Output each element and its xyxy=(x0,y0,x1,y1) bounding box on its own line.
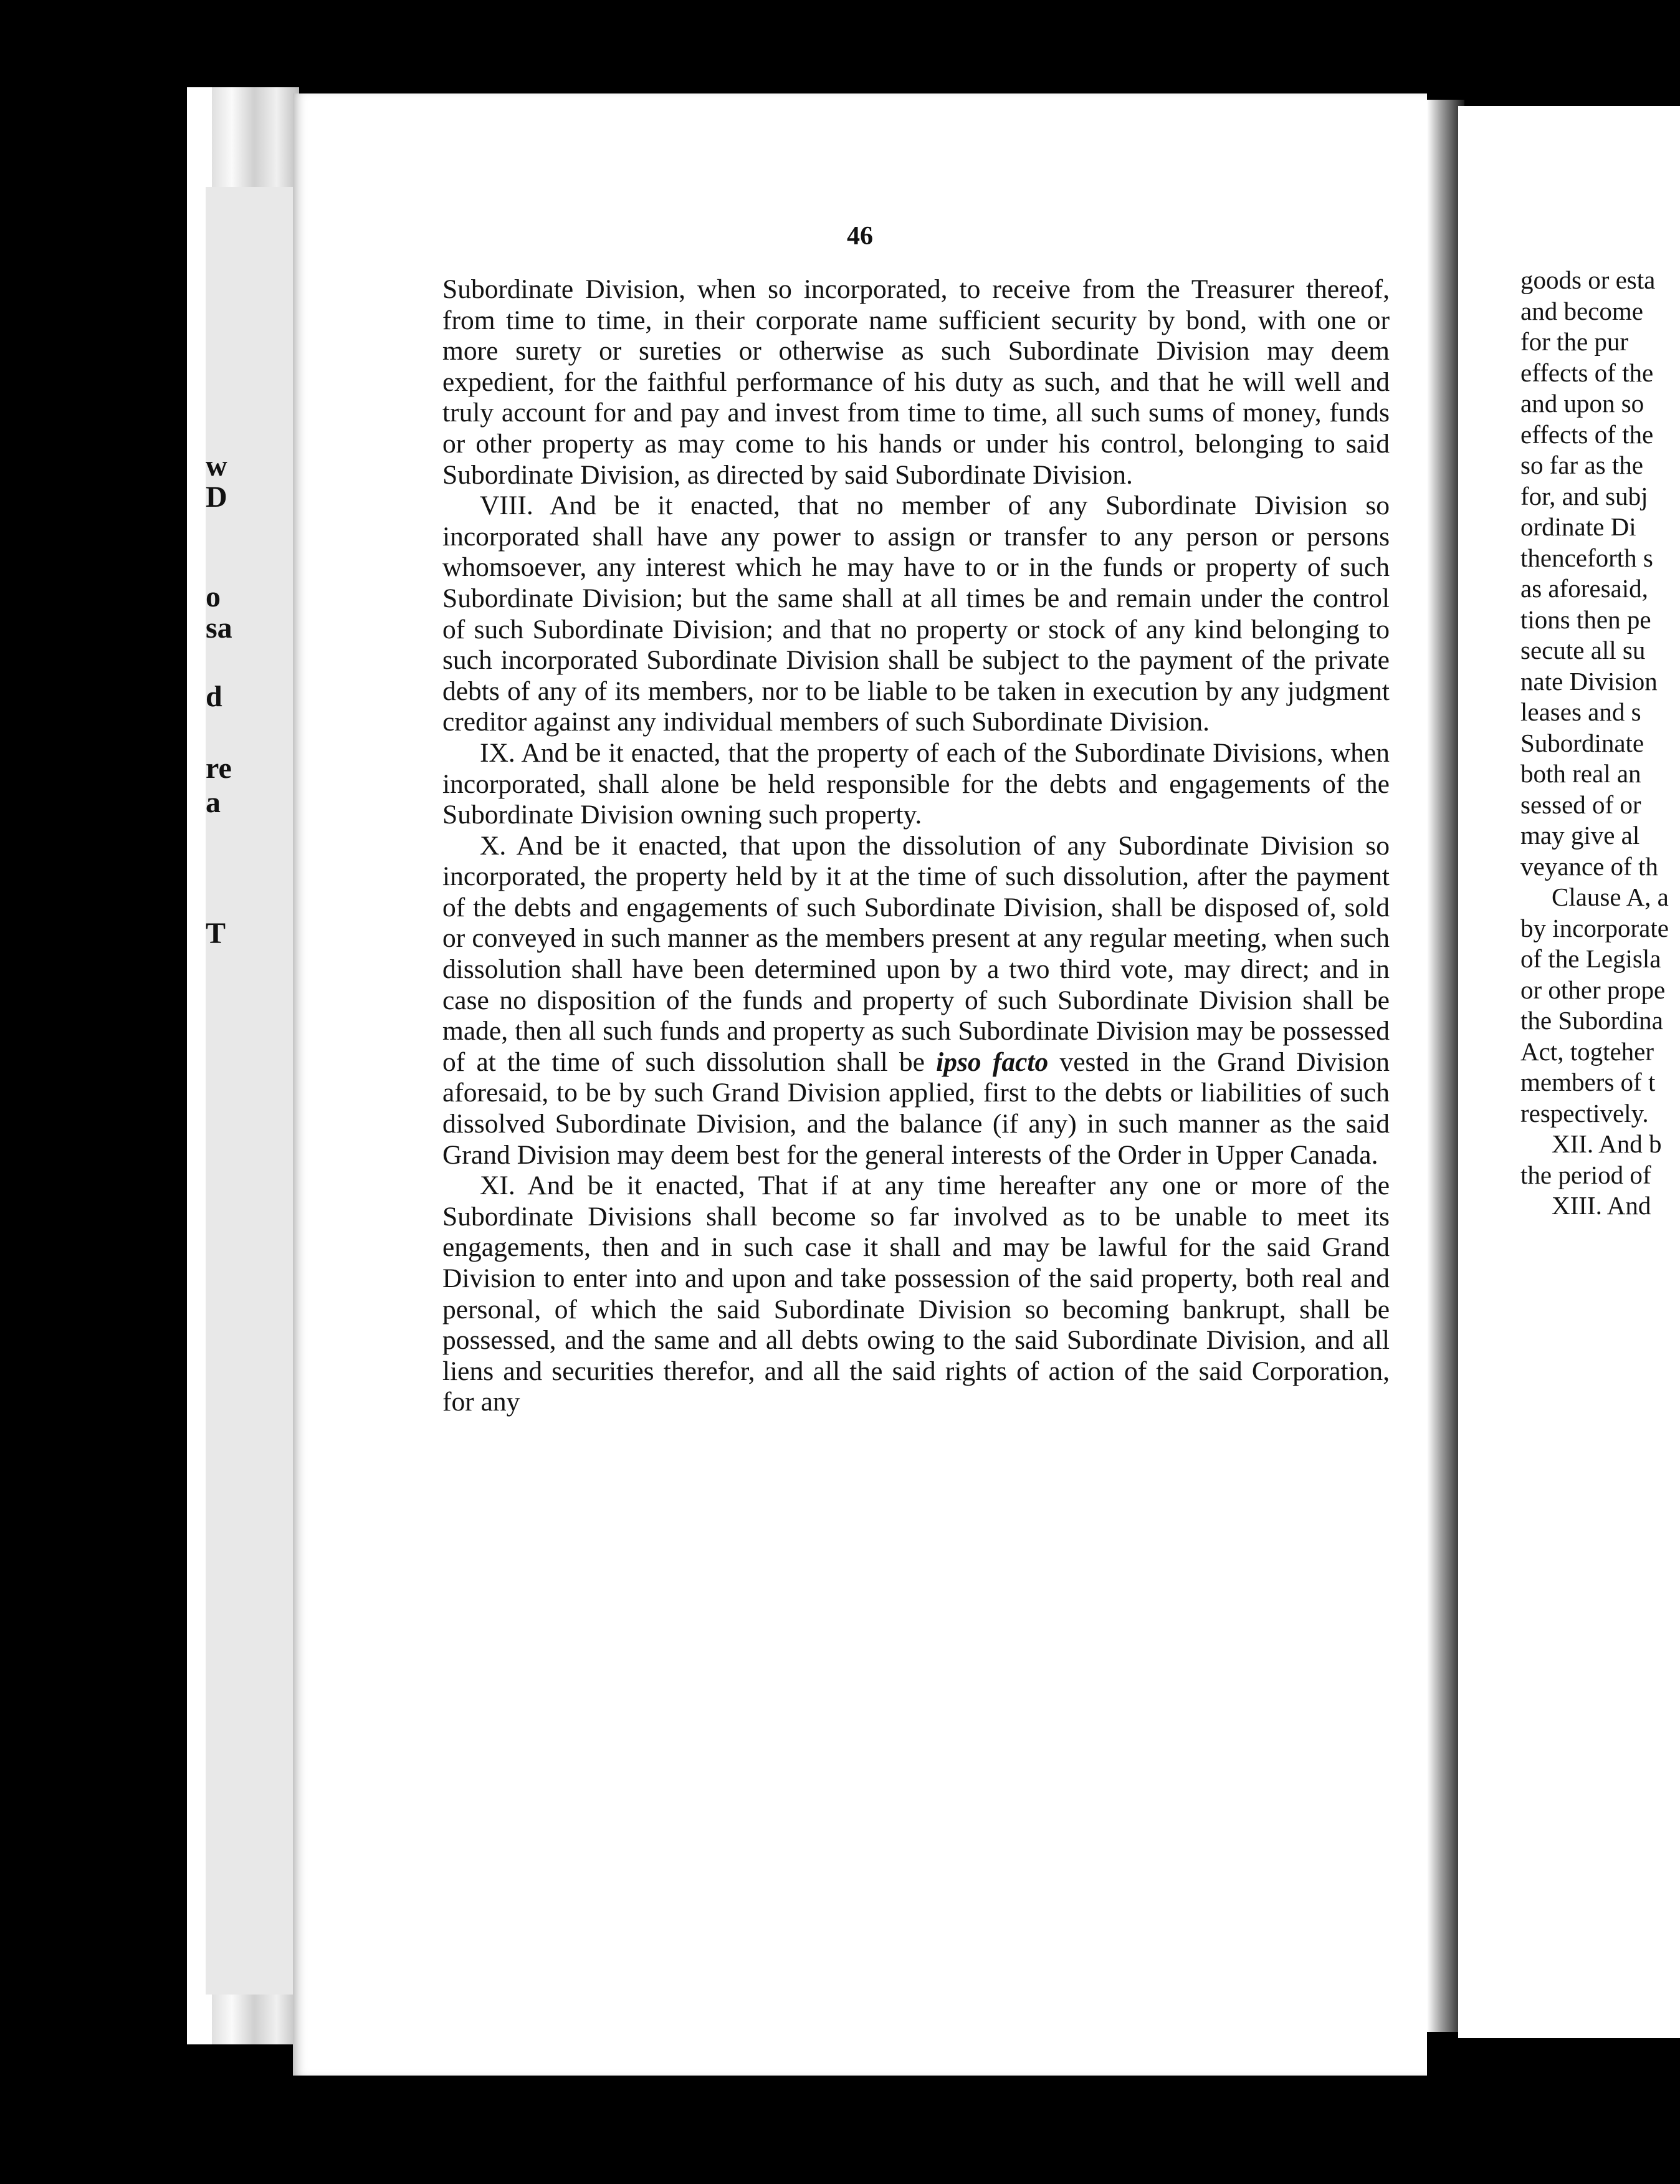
facing-line: goods or esta xyxy=(1520,266,1656,294)
fragment-line: D xyxy=(206,481,227,514)
fragment-line: T xyxy=(206,917,226,950)
facing-line: ordinate Di xyxy=(1520,512,1636,541)
main-page xyxy=(293,93,1427,2076)
facing-line: Subordinate xyxy=(1520,728,1644,757)
paragraph-text: vested in the Grand Division aforesaid, to be by such Grand Division applied, first to the debts or liabilities of such dissolved Subordinate Division, and the balance (if any) in such manner as the said Grand Division may deem best for the general interests of the Order in Upper Canada. xyxy=(442,1046,1390,1170)
facing-page xyxy=(1458,106,1680,2038)
facing-line: Act, togteher xyxy=(1520,1037,1654,1066)
facing-line: both real an xyxy=(1520,759,1641,788)
facing-line: effects of the xyxy=(1520,358,1654,387)
facing-line: thenceforth s xyxy=(1520,543,1653,572)
facing-line: or other prope xyxy=(1520,975,1666,1004)
paragraph-section-xi: XI. And be it enacted, That if at any time hereafter any one or more of the Subordinate Divisions shall become so far involved as to be unable to meet its engagements, then and in such case it shall and may be lawful for the said Grand Division to enter into and upon and take possession of the said property, both real and personal, of which the said Subordinate Division so becoming bankrupt, shall be possessed, and the same and all debts owing to the said Subordinate Division, and all liens and securities therefor, and all the said rights of action of the said Corporation, for any xyxy=(442,1171,1390,1417)
facing-line: may give al xyxy=(1520,821,1640,850)
facing-line: and upon so xyxy=(1520,389,1644,418)
fragment-line: re xyxy=(206,752,232,785)
facing-line: Clause A, a xyxy=(1552,883,1669,911)
paragraph-text: X. And be it enacted, that upon the dissolution of any Subordinate Division so incorporated, the property held by it at the time of such dissolution, after the payment of the debts and engagements of such Subordinate Division, shall be disposed of, sold or conveyed in such manner as the members present at any regular meeting, when such dissolution shall have been determined upon by a two third vote, may direct; and in case no disposition of the funds and property of such Subordinate Division shall be made, then all such funds and property as such Subordinate Division may be possessed of at the time of such dissolution shall be xyxy=(442,830,1390,1077)
facing-line: the Subordina xyxy=(1520,1006,1663,1035)
facing-line: by incorporate xyxy=(1520,913,1669,942)
facing-line: nate Division xyxy=(1520,666,1658,696)
facing-line: and become xyxy=(1520,296,1643,325)
facing-line: the period of xyxy=(1520,1160,1651,1189)
facing-line: members of t xyxy=(1520,1068,1656,1096)
facing-line: of the Legisla xyxy=(1520,944,1661,973)
fragment-line: a xyxy=(206,786,221,819)
fragment-line: w xyxy=(206,449,227,482)
paragraph-section-x xyxy=(442,831,1390,1171)
paragraph-section-viii: VIII. And be it enacted, that no member of any Subordinate Division so incorporated shall have any power to assign or transfer to any person or persons whomsoever, any interest which he may have to or in the funds or property of such Subordinate Division; but the same shall at all times be and remain under the control of such Subordinate Division; and that no property or stock of any kind belonging to such incorporated Subordinate Division shall be subject to the payment of the private debts of any of its members, nor to be liable to be taken in execution by any judgment creditor against any individual members of such Subordinate Division. xyxy=(442,491,1390,737)
facing-page-text xyxy=(1520,265,1680,1222)
fragment-line: o xyxy=(206,580,221,613)
facing-line: respectively. xyxy=(1520,1098,1649,1128)
facing-line: XIII. And xyxy=(1552,1191,1651,1220)
paragraph-section-ix: IX. And be it enacted, that the property of each of the Subordinate Divisions, when incorporated, shall alone be held responsible for the debts and engagements of the Subordinate Division owning such property. xyxy=(442,737,1390,830)
facing-line: XII. And b xyxy=(1552,1129,1662,1158)
page-number: 46 xyxy=(847,222,873,251)
page-body xyxy=(442,274,1390,1418)
facing-line: veyance of th xyxy=(1520,851,1658,881)
facing-line: tions then pe xyxy=(1520,605,1651,634)
facing-line: so far as the xyxy=(1520,451,1643,479)
facing-line: effects of the xyxy=(1520,419,1654,449)
facing-line: leases and s xyxy=(1520,697,1641,726)
facing-line: as aforesaid, xyxy=(1520,574,1648,603)
facing-line: for, and subj xyxy=(1520,481,1648,510)
facing-line: secute all su xyxy=(1520,636,1646,664)
italic-phrase: ipso facto xyxy=(936,1046,1049,1077)
facing-line: for the pur xyxy=(1520,327,1629,356)
fragment-line: sa xyxy=(206,611,232,644)
paragraph: Subordinate Division, when so incorporated, to receive from the Treasurer thereof, from time to time, in their corporate name sufficient security by bond, with one or more surety or sureties or otherwise as such Subordinate Division may deem expedient, for the faithful performance of his duty as such, and that he will well and truly account for and pay and invest from time to time, all such sums of money, funds or other property as may come to his hands or under his control, belonging to said Subordinate Division, as directed by said Subordinate Division. xyxy=(442,274,1390,490)
fragment-line: d xyxy=(206,680,222,713)
facing-line: sessed of or xyxy=(1520,790,1641,819)
